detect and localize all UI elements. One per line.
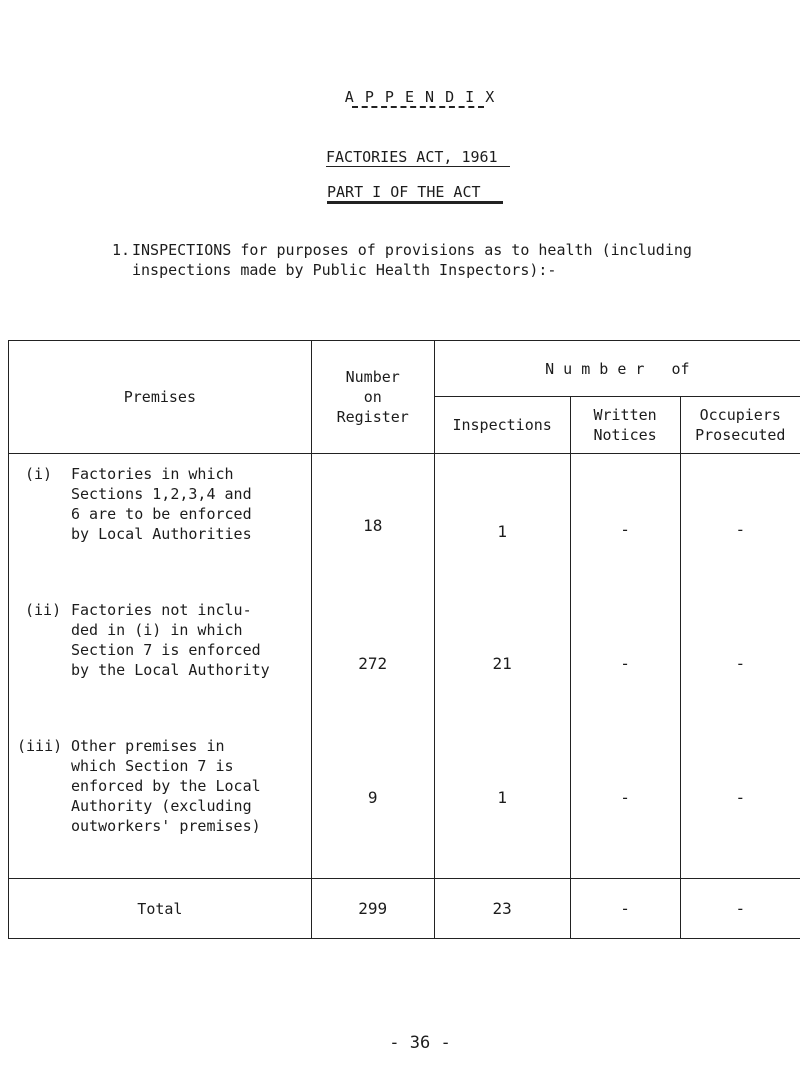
header-premises: Premises [9,341,312,454]
header-number-of: N u m b e r of [434,341,800,397]
act-underline [326,166,510,167]
part-title: PART I OF THE ACT [327,183,481,201]
total-inspections: 23 [434,879,570,939]
inspections-column [434,454,570,879]
register-value-i: 18 [363,516,383,535]
inspections-value-iii: 1 [497,788,507,807]
notices-value-iii: - [620,788,630,807]
header-written-notices: Written Notices [570,397,680,454]
table-body-row [9,454,800,879]
prosecuted-value-ii: - [735,654,746,673]
intro-paragraph [112,240,782,280]
act-title: FACTORIES ACT, 1961 [326,148,498,166]
register-value-iii: 9 [367,788,378,807]
header-inspections: Inspections [434,397,570,454]
total-label: Total [9,879,312,939]
intro-line-2: inspections made by Public Health Inspectors):- [132,261,557,279]
appendix-heading: A P P E N D I X [344,88,496,106]
premises-item-i: (i) Factories in which Sections 1,2,3,4 and 6 are to be enforced by Local Authorities [25,465,252,543]
inspections-value-ii: 21 [492,654,512,673]
intro-line-1: INSPECTIONS for purposes of provisions as to health (including [132,241,692,259]
part-underline [327,201,503,204]
notices-value-ii: - [620,654,630,673]
premises-list [9,454,312,879]
premises-item-ii: (ii) Factories not inclu- ded in (i) in which Section 7 is enforced by the Local Authority [25,601,270,679]
inspections-value-i: 1 [497,522,507,541]
prosecuted-column [680,454,800,879]
total-notices: - [570,879,680,939]
prosecuted-value-i: - [735,520,746,539]
inspections-table [8,340,800,939]
intro-number: 1. [112,241,131,259]
register-value-ii: 272 [358,654,388,673]
total-prosecuted: - [680,879,800,939]
total-row [9,879,800,939]
header-number-on-register: Number on Register [311,341,434,454]
notices-value-i: - [620,520,630,539]
notices-column [570,454,680,879]
header-occupiers-prosecuted: Occupiers Prosecuted [680,397,800,454]
appendix-underline [352,106,484,108]
prosecuted-value-iii: - [735,788,746,807]
page-number: - 36 - [389,1033,451,1053]
premises-item-iii: (iii) Other premises in which Section 7 is enforced by the Local Authority (excluding outworkers' premises) [17,737,261,835]
total-register: 299 [311,879,434,939]
register-column [311,454,434,879]
